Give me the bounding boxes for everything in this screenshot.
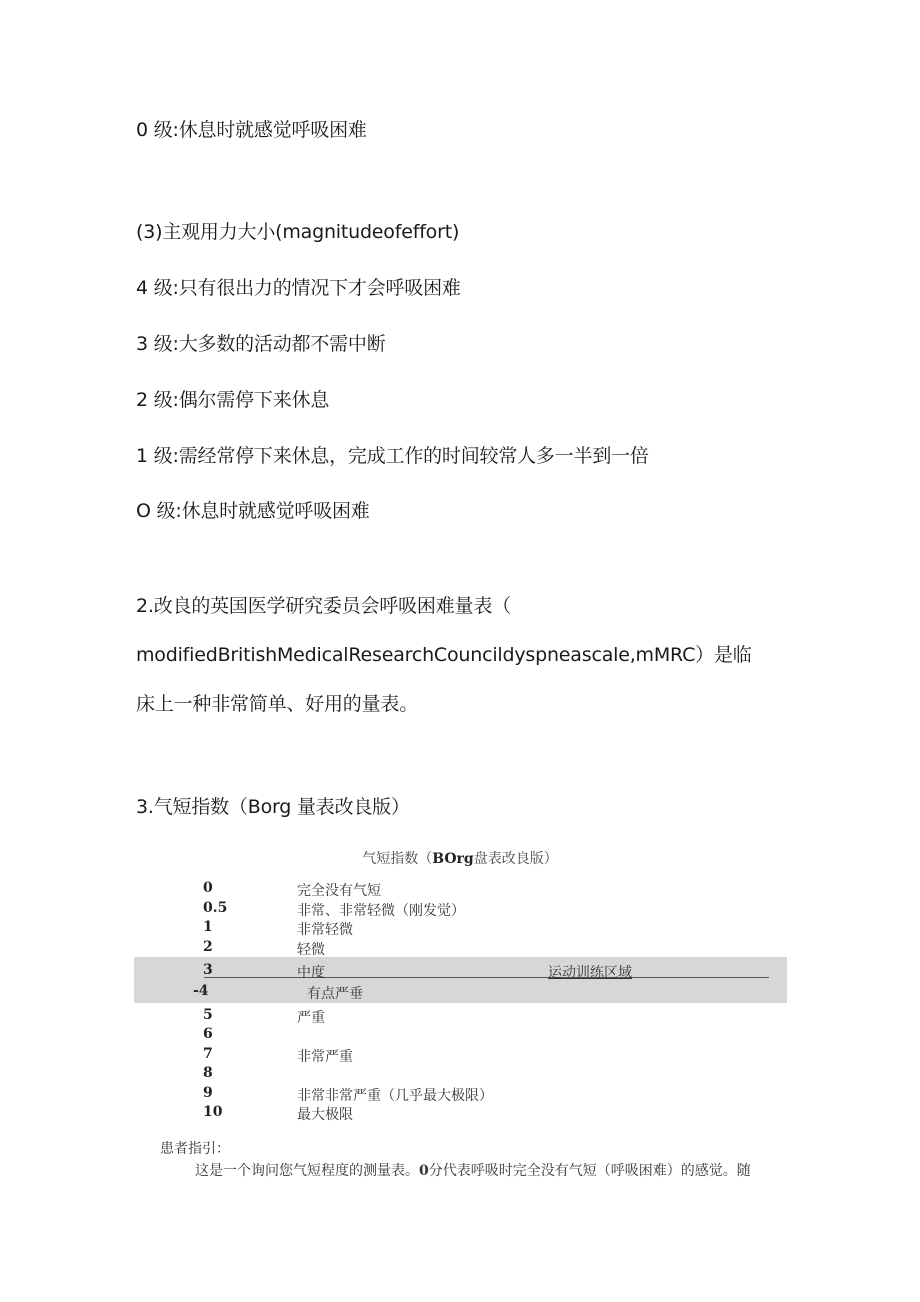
guide-body	[195, 1160, 751, 1180]
text-line: 0 级:休息时就感觉呼吸困难	[136, 119, 367, 141]
level-value: 0	[203, 880, 213, 896]
table-row	[0, 919, 920, 939]
guide-body-post: 分代表呼吸时完全没有气短（呼吸困难）的感觉。随	[428, 1163, 751, 1179]
caption-post: 盘表改良版）	[473, 851, 558, 867]
level-value: 0.5	[203, 900, 228, 916]
table-row	[0, 962, 920, 982]
level-description: 非常非常严重（几乎最大极限）	[297, 1088, 493, 1104]
table-row	[0, 1046, 920, 1066]
level-value: 3	[203, 962, 213, 978]
level-description: 非常、非常轻微（刚发觉）	[297, 903, 465, 919]
level-value: 6	[203, 1026, 213, 1042]
section-heading: 3.气短指数（Borg 量表改良版）	[136, 796, 410, 818]
level-description: 有点严垂	[307, 986, 363, 1002]
table-row	[0, 1007, 920, 1027]
table-row	[0, 1065, 920, 1085]
table-row	[0, 1104, 920, 1124]
guide-body-bold: 0	[419, 1163, 429, 1179]
text-line: 3 级:大多数的活动都不需中断	[136, 333, 386, 355]
level-value: 5	[203, 1007, 213, 1023]
level-value: 10	[203, 1104, 223, 1120]
text-line: 床上一种非常简单、好用的量表。	[136, 693, 419, 715]
caption-pre: 气短指数（	[362, 851, 433, 867]
level-description: 最大极限	[297, 1107, 353, 1123]
level-value: 8	[203, 1065, 213, 1081]
guide-body-pre: 这是一个询问您气短程度的测量表。	[195, 1163, 419, 1179]
table-row	[0, 880, 920, 900]
guide-title: 患者指引：	[160, 1141, 230, 1157]
table-row	[0, 939, 920, 959]
text-line: modifiedBritishMedicalResearchCouncildyspneascale,mMRC）是临	[136, 644, 752, 666]
level-value: 2	[203, 939, 213, 955]
level-description: 轻微	[297, 942, 325, 958]
table-row	[0, 900, 920, 920]
level-value: 1	[203, 919, 213, 935]
level-value: 7	[203, 1046, 213, 1062]
level-description: 非常轻微	[297, 922, 353, 938]
level-value: -4	[193, 983, 209, 999]
table-caption	[0, 848, 920, 868]
level-description: 非常严重	[297, 1049, 353, 1065]
level-description: 严重	[297, 1010, 325, 1026]
section-heading: 2.改良的英国医学研究委员会呼吸困难量表（	[136, 595, 511, 617]
table-row	[0, 983, 920, 1003]
text-line: 4 级:只有很出力的情况下才会呼吸困难	[136, 277, 461, 299]
table-row	[0, 1026, 920, 1046]
table-row	[0, 1085, 920, 1105]
level-description: 完全没有气短	[297, 883, 381, 899]
text-line: 1 级:需经常停下来休息，完成工作的时间较常人多一半到一倍	[136, 445, 649, 467]
level-value: 9	[203, 1085, 213, 1101]
section-heading: (3)主观用力大小(magnitudeofeffort)	[136, 221, 460, 243]
level-description: 中度	[297, 965, 325, 981]
caption-bold: BOrg	[432, 851, 474, 867]
text-line: O 级:休息时就感觉呼吸困难	[136, 500, 370, 522]
training-zone-label: 运动训练区域	[548, 965, 632, 981]
text-line: 2 级:偶尔需停下来休息	[136, 389, 330, 411]
